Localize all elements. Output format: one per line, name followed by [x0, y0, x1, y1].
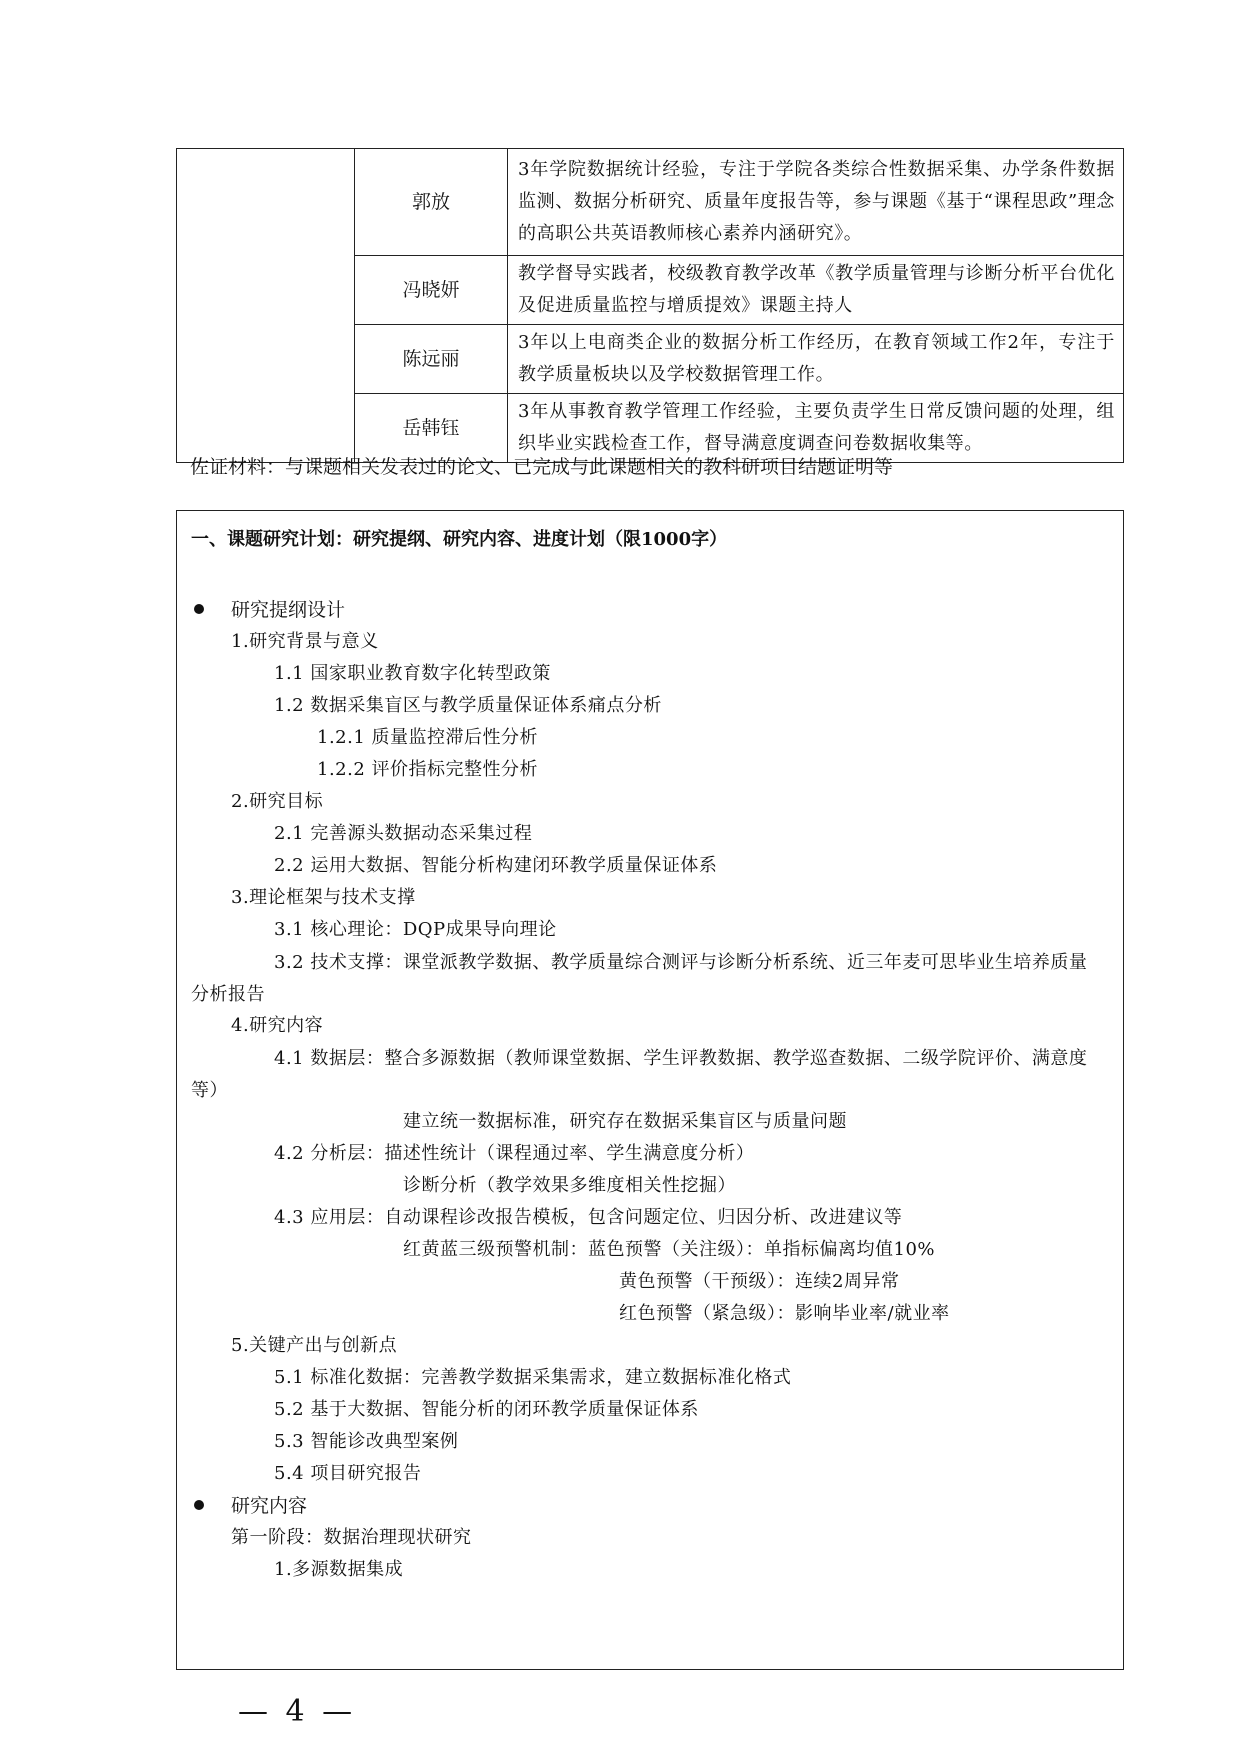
outline-item: 1.2 数据采集盲区与教学质量保证体系痛点分析	[274, 695, 662, 716]
phase-item: 1.多源数据集成	[274, 1559, 404, 1580]
blank-cell	[177, 149, 355, 463]
outline-item: 5.3 智能诊改典型案例	[274, 1431, 459, 1452]
outline-item: 2.2 运用大数据、智能分析构建闭环教学质量保证体系	[274, 855, 718, 876]
bullet-research-content: 研究内容	[231, 1495, 308, 1517]
outline-item: 3.2 技术支撑：课堂派教学数据、教学质量综合测评与诊断分析系统、近三年麦可思毕业生培养质量分析报告	[191, 952, 1088, 1005]
outline-item: 4.1 数据层：整合多源数据（教师课堂数据、学生评教数据、教学巡查数据、二级学院评价、满意度等）	[191, 1048, 1088, 1101]
bullet-icon	[194, 604, 204, 614]
outline-item: 4.3 应用层：自动课程诊改报告模板，包含问题定位、归因分析、改进建议等	[274, 1207, 903, 1228]
bullet-icon	[194, 1500, 204, 1510]
outline-item: 5.关键产出与创新点	[231, 1335, 398, 1356]
member-description: 3年学院数据统计经验，专注于学院各类综合性数据采集、办学条件数据监测、数据分析研究、质量年度报告等，参与课题《基于“课程思政”理念的高职公共英语教师核心素养内涵研究》。	[508, 149, 1124, 256]
member-description: 教学督导实践者，校级教育教学改革《教学质量管理与诊断分析平台优化及促进质量监控与增质提效》课题主持人	[508, 256, 1124, 325]
page-number: — 4 —	[238, 1694, 357, 1729]
outline-item: 2.1 完善源头数据动态采集过程	[274, 823, 533, 844]
plan-heading: 一、课题研究计划：研究提纲、研究内容、进度计划（限1000字）	[191, 529, 728, 550]
outline-item: 1.2.1 质量监控滞后性分析	[317, 727, 539, 748]
evidence-note: 佐证材料：与课题相关发表过的论文、已完成与此课题相关的教科研项目结题证明等	[190, 456, 894, 478]
warning-blue: 红黄蓝三级预警机制：蓝色预警（关注级）：单指标偏离均值10%	[403, 1239, 936, 1260]
member-name: 郭放	[355, 149, 508, 256]
outline-item: 建立统一数据标准，研究存在数据采集盲区与质量问题	[403, 1111, 847, 1132]
outline-item: 1.2.2 评价指标完整性分析	[317, 759, 539, 780]
outline-item: 3.理论框架与技术支撑	[231, 887, 416, 908]
outline-item: 4.2 分析层：描述性统计（课程通过率、学生满意度分析）	[274, 1143, 755, 1164]
outline-item: 1.研究背景与意义	[231, 631, 379, 652]
table-row	[177, 149, 1124, 256]
outline-item: 2.研究目标	[231, 791, 324, 812]
phase-title: 第一阶段：数据治理现状研究	[231, 1527, 472, 1548]
member-table	[176, 148, 1124, 463]
outline-item: 5.2 基于大数据、智能分析的闭环教学质量保证体系	[274, 1399, 699, 1420]
outline-item: 诊断分析（教学效果多维度相关性挖掘）	[403, 1175, 736, 1196]
bullet-outline-design: 研究提纲设计	[231, 599, 346, 621]
outline-item: 3.1 核心理论：DQP成果导向理论	[274, 919, 557, 940]
member-description: 3年从事教育教学管理工作经验，主要负责学生日常反馈问题的处理，组织毕业实践检查工作，督导满意度调查问卷数据收集等。	[508, 394, 1124, 463]
outline-item: 5.4 项目研究报告	[274, 1463, 422, 1484]
member-name: 岳韩钰	[355, 394, 508, 463]
outline-item: 4.研究内容	[231, 1015, 324, 1036]
research-plan-box	[176, 510, 1124, 1670]
member-description: 3年以上电商类企业的数据分析工作经历，在教育领域工作2年，专注于教学质量板块以及学校数据管理工作。	[508, 325, 1124, 394]
outline-item: 1.1 国家职业教育数字化转型政策	[274, 663, 551, 684]
warning-yellow: 黄色预警（干预级）：连续2周异常	[619, 1271, 900, 1292]
member-name: 陈远丽	[355, 325, 508, 394]
warning-red: 红色预警（紧急级）：影响毕业率/就业率	[619, 1303, 950, 1324]
member-name: 冯晓妍	[355, 256, 508, 325]
outline-item: 5.1 标准化数据：完善教学数据采集需求，建立数据标准化格式	[274, 1367, 792, 1388]
